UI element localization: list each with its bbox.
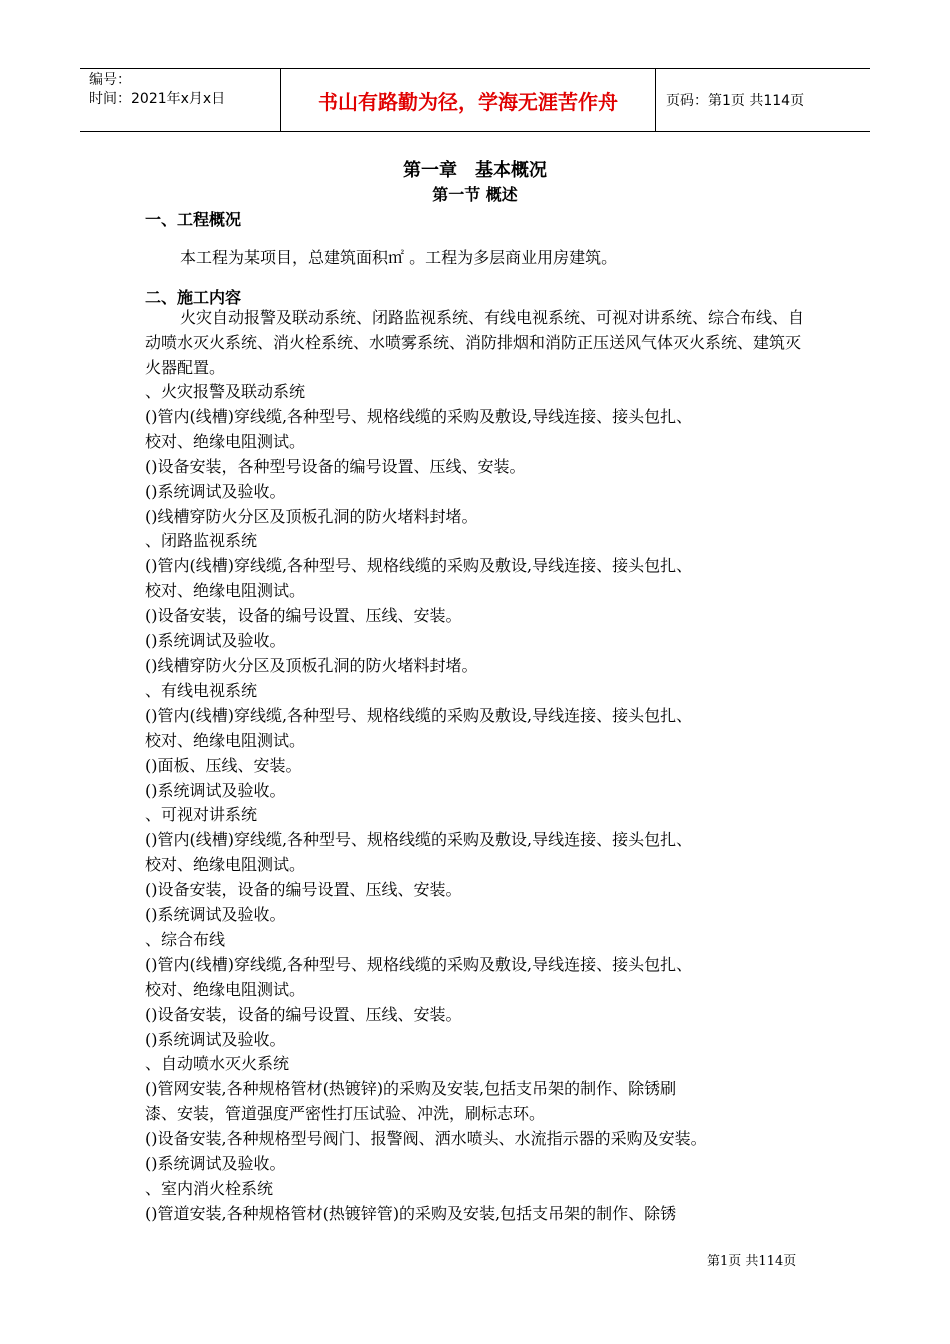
chapter-title: 第一章 基本概况 [403, 160, 547, 181]
body-line: 、火灾报警及联动系统 [145, 382, 306, 401]
body-line: 校对、绝缘电阻测试。 [145, 581, 306, 601]
body-line: ()系统调试及验收。 [145, 481, 286, 501]
body-line: ()管内(线槽)穿线缆,各种型号、规格线缆的采购及敷设,导线连接、接头包扎、 [145, 406, 693, 426]
heading-project-overview: 一、工程概况 [145, 210, 242, 229]
body-line: 漆、安装，管道强度严密性打压试验、冲洗，刷标志环。 [145, 1104, 546, 1124]
section-title: 第一节 概述 [432, 185, 518, 204]
page-header [80, 68, 870, 132]
paragraph-project-overview: 本工程为某项目，总建筑面积㎡ 。工程为多层商业用房建筑。 [180, 248, 618, 267]
body-line: ()系统调试及验收。 [145, 905, 286, 925]
body-line: ()管内(线槽)穿线缆,各种型号、规格线缆的采购及敷设,导线连接、接头包扎、 [145, 705, 693, 725]
body-line: ()系统调试及验收。 [145, 1154, 286, 1174]
body-line: 、可视对讲系统 [145, 805, 258, 825]
body-line: ()设备安装，设备的编号设置、压线、安装。 [145, 880, 462, 900]
body-line: 校对、绝缘电阻测试。 [145, 855, 306, 875]
body-line: ()线槽穿防火分区及顶板孔洞的防火堵料封堵。 [145, 655, 478, 675]
heading-construction-scope: 二、施工内容 [145, 288, 242, 307]
body-line: ()管内(线槽)穿线缆,各种型号、规格线缆的采购及敷设,导线连接、接头包扎、 [145, 830, 693, 850]
body-line: ()系统调试及验收。 [145, 1029, 286, 1049]
header-motto: 书山有路勤为径，学海无涯苦作舟 [281, 69, 656, 131]
body-line: ()设备安装，设备的编号设置、压线、安装。 [145, 606, 462, 626]
page-footer: 第1页 共114页 [707, 1254, 797, 1269]
body-line: ()设备安装,各种规格型号阀门、报警阀、洒水喷头、水流指示器的采购及安装。 [145, 1129, 707, 1149]
body-line: ()面板、压线、安装。 [145, 755, 302, 775]
body-line: ()管网安装,各种规格管材(热镀锌)的采购及安装,包括支吊架的制作、除锈刷 [145, 1079, 677, 1099]
body-line: ()系统调试及验收。 [145, 780, 286, 800]
paragraph-construction-scope: 火灾自动报警及联动系统、闭路监视系统、有线电视系统、可视对讲系统、综合布线、自动喷水灭火系统、消火栓系统、水喷雾系统、消防排烟和消防正压送风气体灭火系统、建筑灭火器配置。 [145, 308, 805, 377]
body-line: 、室内消火栓系统 [145, 1179, 274, 1198]
header-page-info: 页码：第1页 共114页 [666, 93, 805, 109]
body-line: ()设备安装，各种型号设备的编号设置、压线、安装。 [145, 456, 526, 476]
body-line: ()设备安装，设备的编号设置、压线、安装。 [145, 1004, 462, 1024]
body-line: ()管内(线槽)穿线缆,各种型号、规格线缆的采购及敷设,导线连接、接头包扎、 [145, 954, 693, 974]
body-line: 校对、绝缘电阻测试。 [145, 431, 306, 451]
body-line: 校对、绝缘电阻测试。 [145, 979, 306, 999]
body-line: ()管道安装,各种规格管材(热镀锌管)的采购及安装,包括支吊架的制作、除锈 [145, 1203, 677, 1223]
body-line: 、综合布线 [145, 929, 226, 949]
time-label: 时间：2021年x月x日 [89, 91, 226, 107]
body-line: 、闭路监视系统 [145, 531, 258, 551]
body-line: 校对、绝缘电阻测试。 [145, 730, 306, 750]
body-line: ()线槽穿防火分区及顶板孔洞的防火堵料封堵。 [145, 506, 478, 526]
body-line: 、有线电视系统 [145, 680, 258, 700]
code-label: 编号： [89, 72, 131, 88]
header-meta [80, 69, 281, 131]
body-line: ()管内(线槽)穿线缆,各种型号、规格线缆的采购及敷设,导线连接、接头包扎、 [145, 556, 693, 576]
body-line: ()系统调试及验收。 [145, 631, 286, 651]
body-line: 、自动喷水灭火系统 [145, 1054, 290, 1074]
body-text [145, 380, 813, 1227]
